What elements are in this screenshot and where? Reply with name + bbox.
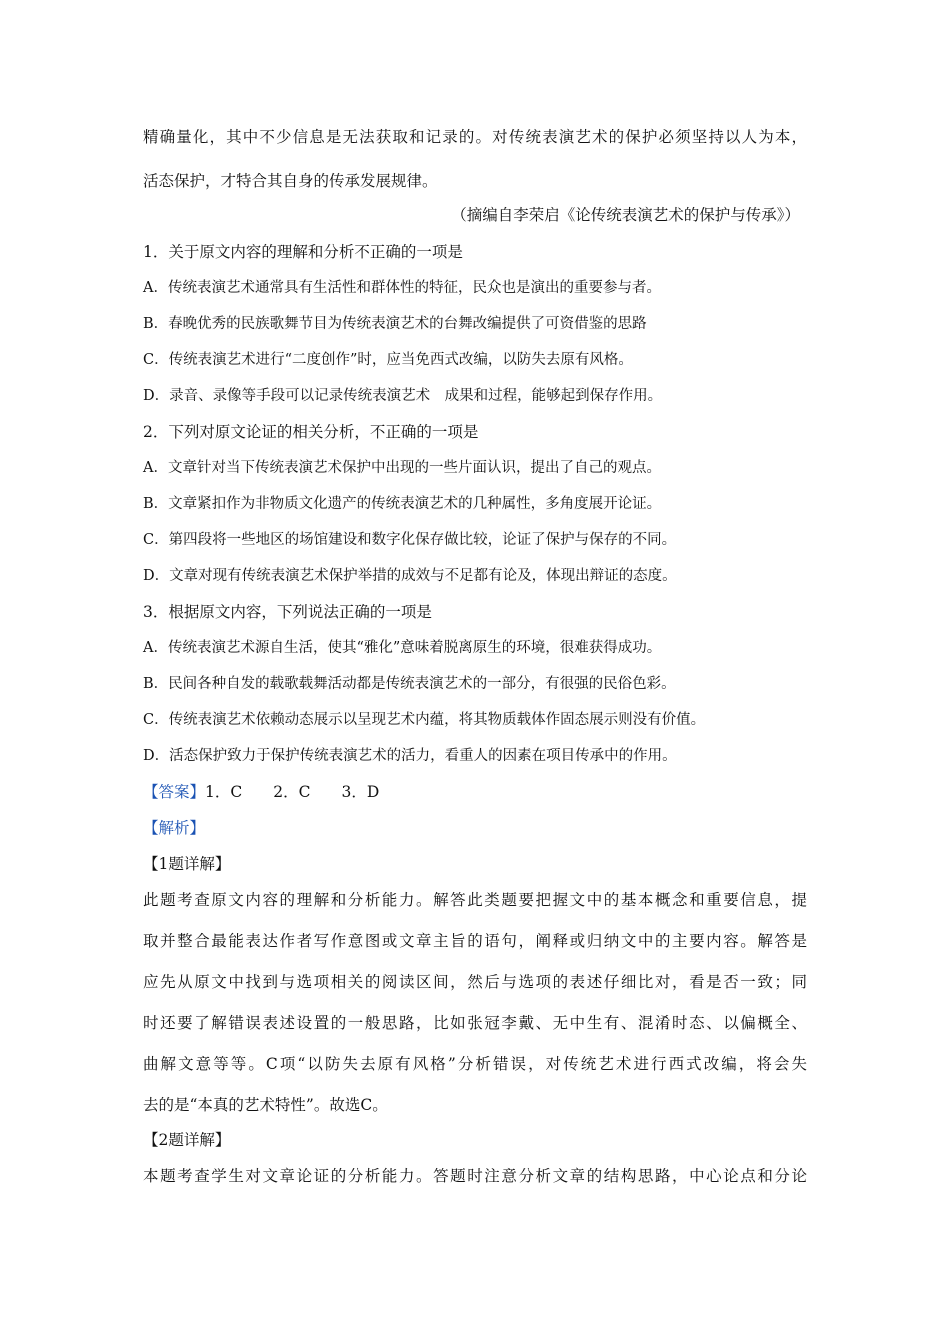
question-3-option-a: A．传统表演艺术源自生活，使其“雅化”意味着脱离原生的环境，很难获得成功。 <box>143 640 662 656</box>
question-3-option-d: D．活态保护致力于保护传统表演艺术的活力，看重人的因素在项目传承中的作用。 <box>143 748 677 764</box>
question-1-option-b: B．春晚优秀的民族歌舞节目为传统表演艺术的台舞改编提供了可资借鉴的思路 <box>143 316 647 332</box>
question-1-option-c: C．传统表演艺术进行“二度创作”时，应当免西式改编，以防失去原有风格。 <box>143 352 633 368</box>
q2-detail-line: 本题考查学生对文章论证的分析能力。答题时注意分析文章的结构思路，中心论点和分论 <box>143 1167 807 1185</box>
answer-label: 【答案】 <box>143 783 206 801</box>
passage-line: 精确量化，其中不少信息是无法获取和记录的。对传统表演艺术的保护必须坚持以人为本， <box>143 128 807 146</box>
question-2-option-c: C．第四段将一些地区的场馆建设和数字化保存做比较，论证了保护与保存的不同。 <box>143 532 677 548</box>
answer-text: 1．C 2．C 3．D <box>205 783 380 801</box>
question-2-option-a: A．文章针对当下传统表演艺术保护中出现的一些片面认识，提出了自己的观点。 <box>143 460 661 476</box>
question-stem-2: 2．下列对原文论证的相关分析，不正确的一项是 <box>143 423 479 441</box>
question-3-option-c: C．传统表演艺术依赖动态展示以呈现艺术内蕴，将其物质载体作固态展示则没有价值。 <box>143 712 706 728</box>
q2-detail-title: 【2题详解】 <box>143 1131 231 1149</box>
analysis-label: 【解析】 <box>143 819 206 837</box>
q1-detail-line: 时还要了解错误表述设置的一般思路，比如张冠李戴、无中生有、混淆时态、以偏概全、 <box>143 1014 807 1032</box>
q1-detail-title: 【1题详解】 <box>143 855 231 873</box>
question-stem-1: 1．关于原文内容的理解和分析不正确的一项是 <box>143 243 463 261</box>
q1-detail-line: 去的是“本真的艺术特性”。故选C。 <box>143 1096 388 1114</box>
passage-line: 活态保护，才特合其自身的传承发展规律。 <box>143 172 438 190</box>
question-2-option-b: B．文章紧扣作为非物质文化遗产的传统表演艺术的几种属性，多角度展开论证。 <box>143 496 662 512</box>
question-2-option-d: D．文章对现有传统表演艺术保护举措的成效与不足都有论及，体现出辩证的态度。 <box>143 568 677 584</box>
q1-detail-line: 此题考查原文内容的理解和分析能力。解答此类题要把握文中的基本概念和重要信息，提 <box>143 891 807 909</box>
question-stem-3: 3．根据原文内容，下列说法正确的一项是 <box>143 603 432 621</box>
q1-detail-line: 曲解文意等等。C项“以防失去原有风格”分析错误，对传统艺术进行西式改编，将会失 <box>143 1055 807 1073</box>
question-1-option-d: D．录音、录像等手段可以记录传统表演艺术 成果和过程，能够起到保存作用。 <box>143 388 663 404</box>
passage-source: （摘编自李荣启《论传统表演艺术的保护与传承》） <box>451 206 800 224</box>
question-3-option-b: B．民间各种自发的载歌载舞活动都是传统表演艺术的一部分，有很强的民俗色彩。 <box>143 676 676 692</box>
q1-detail-line: 应先从原文中找到与选项相关的阅读区间，然后与选项的表述仔细比对，看是否一致；同 <box>143 973 807 991</box>
answer-line <box>143 782 379 802</box>
question-1-option-a: A．传统表演艺术通常具有生活性和群体性的特征，民众也是演出的重要参与者。 <box>143 280 661 296</box>
q1-detail-line: 取并整合最能表达作者写作意图或文章主旨的语句，阐释或归纳文中的主要内容。解答是 <box>143 932 807 950</box>
